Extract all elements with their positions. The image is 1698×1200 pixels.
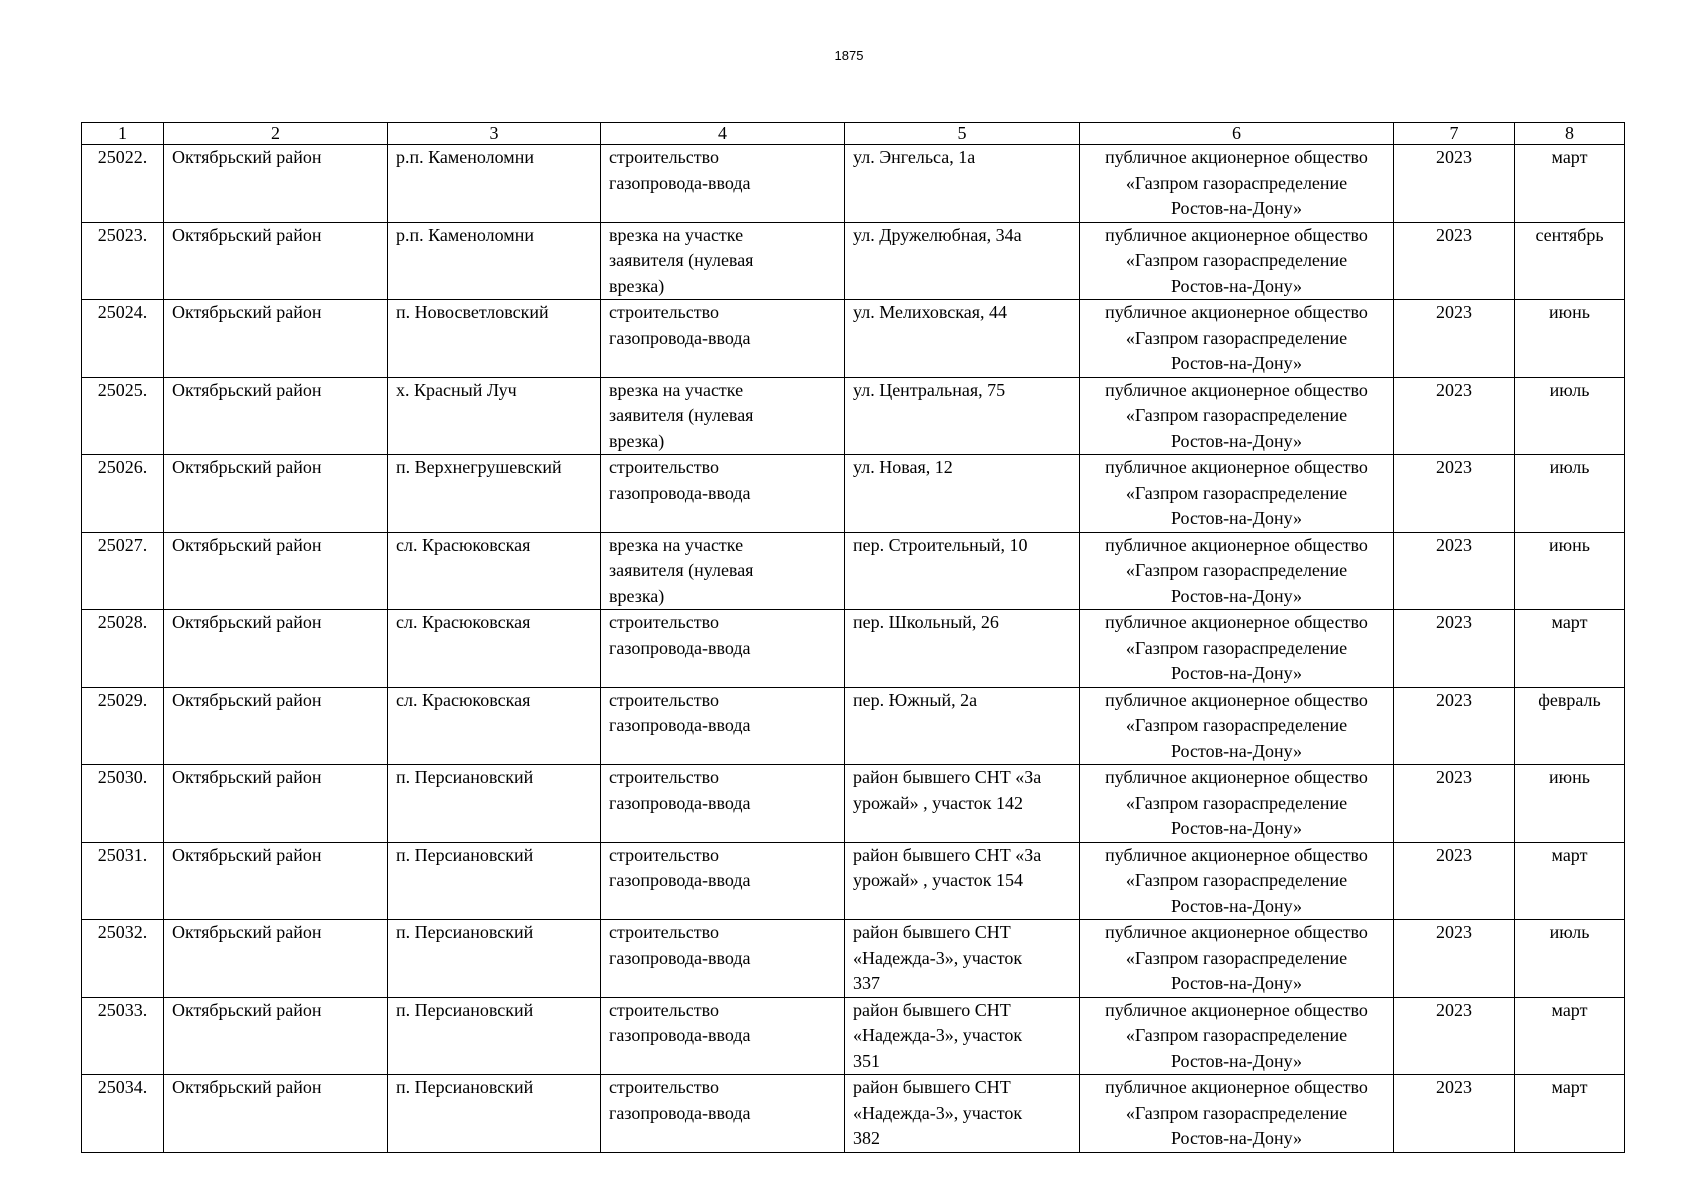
month-cell: март <box>1515 842 1625 920</box>
organization-cell-line: Ростов-на-Дону» <box>1170 818 1303 838</box>
work-type-cell <box>601 687 845 765</box>
organization-cell-line: публичное акционерное общество <box>1105 534 1368 555</box>
work-type-cell <box>601 222 845 300</box>
organization-cell-line: Ростов-на-Дону» <box>1170 275 1303 296</box>
work-type-cell-line: врезка на участке <box>609 534 744 555</box>
organization-cell-line: «Газпром газораспределение <box>1125 327 1348 348</box>
month-cell: февраль <box>1515 687 1625 765</box>
organization-cell-line: публичное акционерное общество <box>1105 379 1368 400</box>
work-type-cell <box>601 455 845 533</box>
work-type-cell-line: врезка) <box>609 430 665 451</box>
work-type-cell-line: врезка на участке <box>609 224 744 245</box>
address-cell <box>845 842 1080 920</box>
work-type-cell-line: газопровода-ввода <box>609 947 751 968</box>
district-cell: Октябрьский район <box>164 687 388 765</box>
work-type-cell-line: газопровода-ввода <box>609 1025 751 1045</box>
settlement-cell: сл. Красюковская <box>388 532 601 610</box>
organization-cell <box>1080 687 1394 765</box>
work-type-cell-line: газопровода-ввода <box>609 792 751 813</box>
work-type-cell-line: строительство <box>609 844 719 865</box>
organization-cell-line: «Газпром газораспределение <box>1125 947 1348 968</box>
address-cell-line: пер. Школьный, 26 <box>853 612 999 632</box>
address-cell-line: пер. Строительный, 10 <box>853 534 1028 555</box>
district-cell: Октябрьский район <box>164 377 388 455</box>
address-cell-line: район бывшего СНТ «За <box>853 844 1042 865</box>
work-type-cell <box>601 300 845 378</box>
work-type-cell-line: газопровода-ввода <box>609 637 751 658</box>
settlement-cell: п. Персиановский <box>388 920 601 998</box>
month-cell: март <box>1515 1075 1625 1153</box>
settlement-cell: п. Персиановский <box>388 1075 601 1153</box>
settlement-cell: п. Верхнегрушевский <box>388 455 601 533</box>
month-cell: март <box>1515 145 1625 223</box>
row-number-cell: 25032. <box>82 920 164 998</box>
work-type-cell <box>601 765 845 843</box>
organization-cell-line: публичное акционерное общество <box>1105 999 1368 1020</box>
column-header: 3 <box>388 123 601 145</box>
row-number-cell: 25033. <box>82 997 164 1075</box>
table-row <box>82 687 1625 765</box>
month-cell: сентябрь <box>1515 222 1625 300</box>
organization-cell-line: «Газпром газораспределение <box>1125 405 1348 425</box>
organization-cell-line: Ростов-на-Дону» <box>1170 1128 1303 1148</box>
settlement-cell: сл. Красюковская <box>388 610 601 688</box>
row-number-cell: 25034. <box>82 1075 164 1153</box>
address-cell <box>845 1075 1080 1153</box>
header-row <box>82 123 1625 145</box>
address-cell-line: «Надежда-3», участок <box>853 1102 1023 1123</box>
year-cell: 2023 <box>1394 300 1515 378</box>
document-table <box>81 122 1625 1153</box>
work-type-cell-line: строительство <box>609 767 719 787</box>
address-cell <box>845 920 1080 998</box>
table-row <box>82 300 1625 378</box>
year-cell: 2023 <box>1394 765 1515 843</box>
address-cell <box>845 222 1080 300</box>
address-cell-line: пер. Южный, 2а <box>853 689 978 710</box>
work-type-cell-line: газопровода-ввода <box>609 172 751 193</box>
organization-cell-line: публичное акционерное общество <box>1105 457 1368 477</box>
organization-cell-line: Ростов-на-Дону» <box>1170 663 1303 683</box>
work-type-cell-line: заявителя (нулевая <box>609 405 754 425</box>
organization-cell-line: Ростов-на-Дону» <box>1170 1050 1303 1071</box>
year-cell: 2023 <box>1394 687 1515 765</box>
organization-cell-line: Ростов-на-Дону» <box>1170 973 1303 993</box>
table-row <box>82 765 1625 843</box>
organization-cell-line: «Газпром газораспределение <box>1125 715 1348 735</box>
organization-cell <box>1080 145 1394 223</box>
work-type-cell-line: строительство <box>609 612 719 632</box>
organization-cell-line: «Газпром газораспределение <box>1125 482 1348 503</box>
address-cell-line: 382 <box>853 1128 880 1148</box>
work-type-cell <box>601 145 845 223</box>
district-cell: Октябрьский район <box>164 1075 388 1153</box>
work-type-cell-line: газопровода-ввода <box>609 1102 751 1123</box>
month-cell: июнь <box>1515 300 1625 378</box>
district-cell: Октябрьский район <box>164 997 388 1075</box>
work-type-cell-line: врезка) <box>609 585 665 606</box>
organization-cell-line: публичное акционерное общество <box>1105 302 1368 322</box>
work-type-cell-line: заявителя (нулевая <box>609 250 754 270</box>
organization-cell-line: «Газпром газораспределение <box>1125 870 1348 890</box>
address-cell-line: ул. Мелиховская, 44 <box>853 302 1008 322</box>
district-cell: Октябрьский район <box>164 610 388 688</box>
organization-cell-line: публичное акционерное общество <box>1105 1077 1368 1097</box>
organization-cell-line: публичное акционерное общество <box>1105 612 1368 632</box>
column-header: 7 <box>1394 123 1515 145</box>
address-cell-line: 337 <box>853 973 880 993</box>
year-cell: 2023 <box>1394 145 1515 223</box>
organization-cell <box>1080 377 1394 455</box>
month-cell: июль <box>1515 455 1625 533</box>
address-cell-line: район бывшего СНТ <box>853 1077 1011 1097</box>
address-cell <box>845 687 1080 765</box>
work-type-cell-line: строительство <box>609 922 719 942</box>
organization-cell <box>1080 1075 1394 1153</box>
work-type-cell <box>601 610 845 688</box>
work-type-cell-line: газопровода-ввода <box>609 482 751 503</box>
year-cell: 2023 <box>1394 610 1515 688</box>
table-row <box>82 610 1625 688</box>
work-type-cell <box>601 997 845 1075</box>
address-cell <box>845 532 1080 610</box>
settlement-cell: х. Красный Луч <box>388 377 601 455</box>
address-cell-line: «Надежда-3», участок <box>853 947 1023 968</box>
address-cell-line: 351 <box>853 1050 880 1071</box>
organization-cell-line: публичное акционерное общество <box>1105 689 1368 710</box>
table-body <box>82 145 1625 1153</box>
address-cell-line: ул. Дружелюбная, 34а <box>853 224 1022 245</box>
district-cell: Октябрьский район <box>164 455 388 533</box>
work-type-cell-line: строительство <box>609 689 719 710</box>
table-row <box>82 532 1625 610</box>
district-cell: Октябрьский район <box>164 920 388 998</box>
row-number-cell: 25022. <box>82 145 164 223</box>
year-cell: 2023 <box>1394 920 1515 998</box>
address-cell-line: ул. Центральная, 75 <box>853 379 1006 400</box>
table-row <box>82 222 1625 300</box>
table-row <box>82 1075 1625 1153</box>
work-type-cell-line: газопровода-ввода <box>609 327 751 348</box>
year-cell: 2023 <box>1394 842 1515 920</box>
table-row <box>82 455 1625 533</box>
organization-cell <box>1080 920 1394 998</box>
address-cell <box>845 765 1080 843</box>
organization-cell-line: Ростов-на-Дону» <box>1170 740 1303 761</box>
organization-cell <box>1080 532 1394 610</box>
organization-cell-line: Ростов-на-Дону» <box>1170 430 1303 451</box>
work-type-cell-line: врезка на участке <box>609 379 744 400</box>
organization-cell-line: публичное акционерное общество <box>1105 844 1368 865</box>
column-header: 4 <box>601 123 845 145</box>
organization-cell-line: «Газпром газораспределение <box>1125 250 1348 270</box>
address-cell <box>845 377 1080 455</box>
address-cell <box>845 997 1080 1075</box>
work-type-cell-line: газопровода-ввода <box>609 870 751 890</box>
organization-cell <box>1080 222 1394 300</box>
organization-cell-line: Ростов-на-Дону» <box>1170 198 1303 218</box>
district-cell: Октябрьский район <box>164 222 388 300</box>
work-type-cell <box>601 1075 845 1153</box>
row-number-cell: 25029. <box>82 687 164 765</box>
address-cell-line: урожай» , участок 154 <box>853 870 1024 890</box>
work-type-cell-line: врезка) <box>609 275 665 296</box>
district-cell: Октябрьский район <box>164 842 388 920</box>
month-cell: март <box>1515 610 1625 688</box>
work-type-cell <box>601 920 845 998</box>
organization-cell-line: публичное акционерное общество <box>1105 922 1368 942</box>
work-type-cell <box>601 532 845 610</box>
organization-cell-line: «Газпром газораспределение <box>1125 637 1348 658</box>
organization-cell-line: Ростов-на-Дону» <box>1170 585 1303 606</box>
column-header: 1 <box>82 123 164 145</box>
row-number-cell: 25027. <box>82 532 164 610</box>
row-number-cell: 25030. <box>82 765 164 843</box>
row-number-cell: 25023. <box>82 222 164 300</box>
column-header: 8 <box>1515 123 1625 145</box>
organization-cell <box>1080 610 1394 688</box>
organization-cell <box>1080 300 1394 378</box>
settlement-cell: сл. Красюковская <box>388 687 601 765</box>
organization-cell-line: «Газпром газораспределение <box>1125 172 1348 193</box>
table-row <box>82 145 1625 223</box>
table-row <box>82 842 1625 920</box>
month-cell: июль <box>1515 377 1625 455</box>
year-cell: 2023 <box>1394 1075 1515 1153</box>
organization-cell-line: публичное акционерное общество <box>1105 147 1368 167</box>
organization-cell <box>1080 455 1394 533</box>
column-header: 6 <box>1080 123 1394 145</box>
organization-cell-line: публичное акционерное общество <box>1105 767 1368 787</box>
organization-cell <box>1080 765 1394 843</box>
district-cell: Октябрьский район <box>164 300 388 378</box>
year-cell: 2023 <box>1394 455 1515 533</box>
settlement-cell: п. Персиановский <box>388 997 601 1075</box>
organization-cell-line: «Газпром газораспределение <box>1125 1025 1348 1045</box>
year-cell: 2023 <box>1394 997 1515 1075</box>
address-cell <box>845 455 1080 533</box>
district-cell: Октябрьский район <box>164 145 388 223</box>
address-cell-line: район бывшего СНТ «За <box>853 767 1042 787</box>
work-type-cell-line: строительство <box>609 1077 719 1097</box>
organization-cell <box>1080 997 1394 1075</box>
work-type-cell-line: строительство <box>609 457 719 477</box>
table-row <box>82 377 1625 455</box>
address-cell-line: «Надежда-3», участок <box>853 1025 1023 1045</box>
work-type-cell-line: заявителя (нулевая <box>609 560 754 580</box>
row-number-cell: 25026. <box>82 455 164 533</box>
row-number-cell: 25031. <box>82 842 164 920</box>
district-cell: Октябрьский район <box>164 765 388 843</box>
month-cell: июнь <box>1515 532 1625 610</box>
organization-cell <box>1080 842 1394 920</box>
page-number: 1875 <box>834 48 864 63</box>
settlement-cell: п. Персиановский <box>388 842 601 920</box>
district-cell: Октябрьский район <box>164 532 388 610</box>
address-cell-line: урожай» , участок 142 <box>853 792 1024 813</box>
address-cell-line: ул. Новая, 12 <box>853 457 953 477</box>
address-cell-line: район бывшего СНТ <box>853 999 1011 1020</box>
settlement-cell: р.п. Каменоломни <box>388 145 601 223</box>
table-row <box>82 997 1625 1075</box>
work-type-cell-line: строительство <box>609 147 719 167</box>
address-cell <box>845 300 1080 378</box>
work-type-cell-line: газопровода-ввода <box>609 715 751 735</box>
year-cell: 2023 <box>1394 222 1515 300</box>
settlement-cell: р.п. Каменоломни <box>388 222 601 300</box>
organization-cell-line: публичное акционерное общество <box>1105 224 1368 245</box>
table-row <box>82 920 1625 998</box>
column-header: 2 <box>164 123 388 145</box>
work-type-cell-line: строительство <box>609 302 719 322</box>
address-cell-line: район бывшего СНТ <box>853 922 1011 942</box>
address-cell-line: ул. Энгельса, 1а <box>853 147 976 167</box>
row-number-cell: 25028. <box>82 610 164 688</box>
organization-cell-line: Ростов-на-Дону» <box>1170 895 1303 916</box>
year-cell: 2023 <box>1394 532 1515 610</box>
month-cell: июль <box>1515 920 1625 998</box>
address-cell <box>845 145 1080 223</box>
work-type-cell-line: строительство <box>609 999 719 1020</box>
year-cell: 2023 <box>1394 377 1515 455</box>
row-number-cell: 25024. <box>82 300 164 378</box>
organization-cell-line: «Газпром газораспределение <box>1125 792 1348 813</box>
organization-cell-line: «Газпром газораспределение <box>1125 560 1348 580</box>
organization-cell-line: «Газпром газораспределение <box>1125 1102 1348 1123</box>
organization-cell-line: Ростов-на-Дону» <box>1170 508 1303 528</box>
address-cell <box>845 610 1080 688</box>
month-cell: март <box>1515 997 1625 1075</box>
organization-cell-line: Ростов-на-Дону» <box>1170 353 1303 373</box>
work-type-cell <box>601 377 845 455</box>
column-header: 5 <box>845 123 1080 145</box>
settlement-cell: п. Персиановский <box>388 765 601 843</box>
month-cell: июнь <box>1515 765 1625 843</box>
row-number-cell: 25025. <box>82 377 164 455</box>
settlement-cell: п. Новосветловский <box>388 300 601 378</box>
work-type-cell <box>601 842 845 920</box>
